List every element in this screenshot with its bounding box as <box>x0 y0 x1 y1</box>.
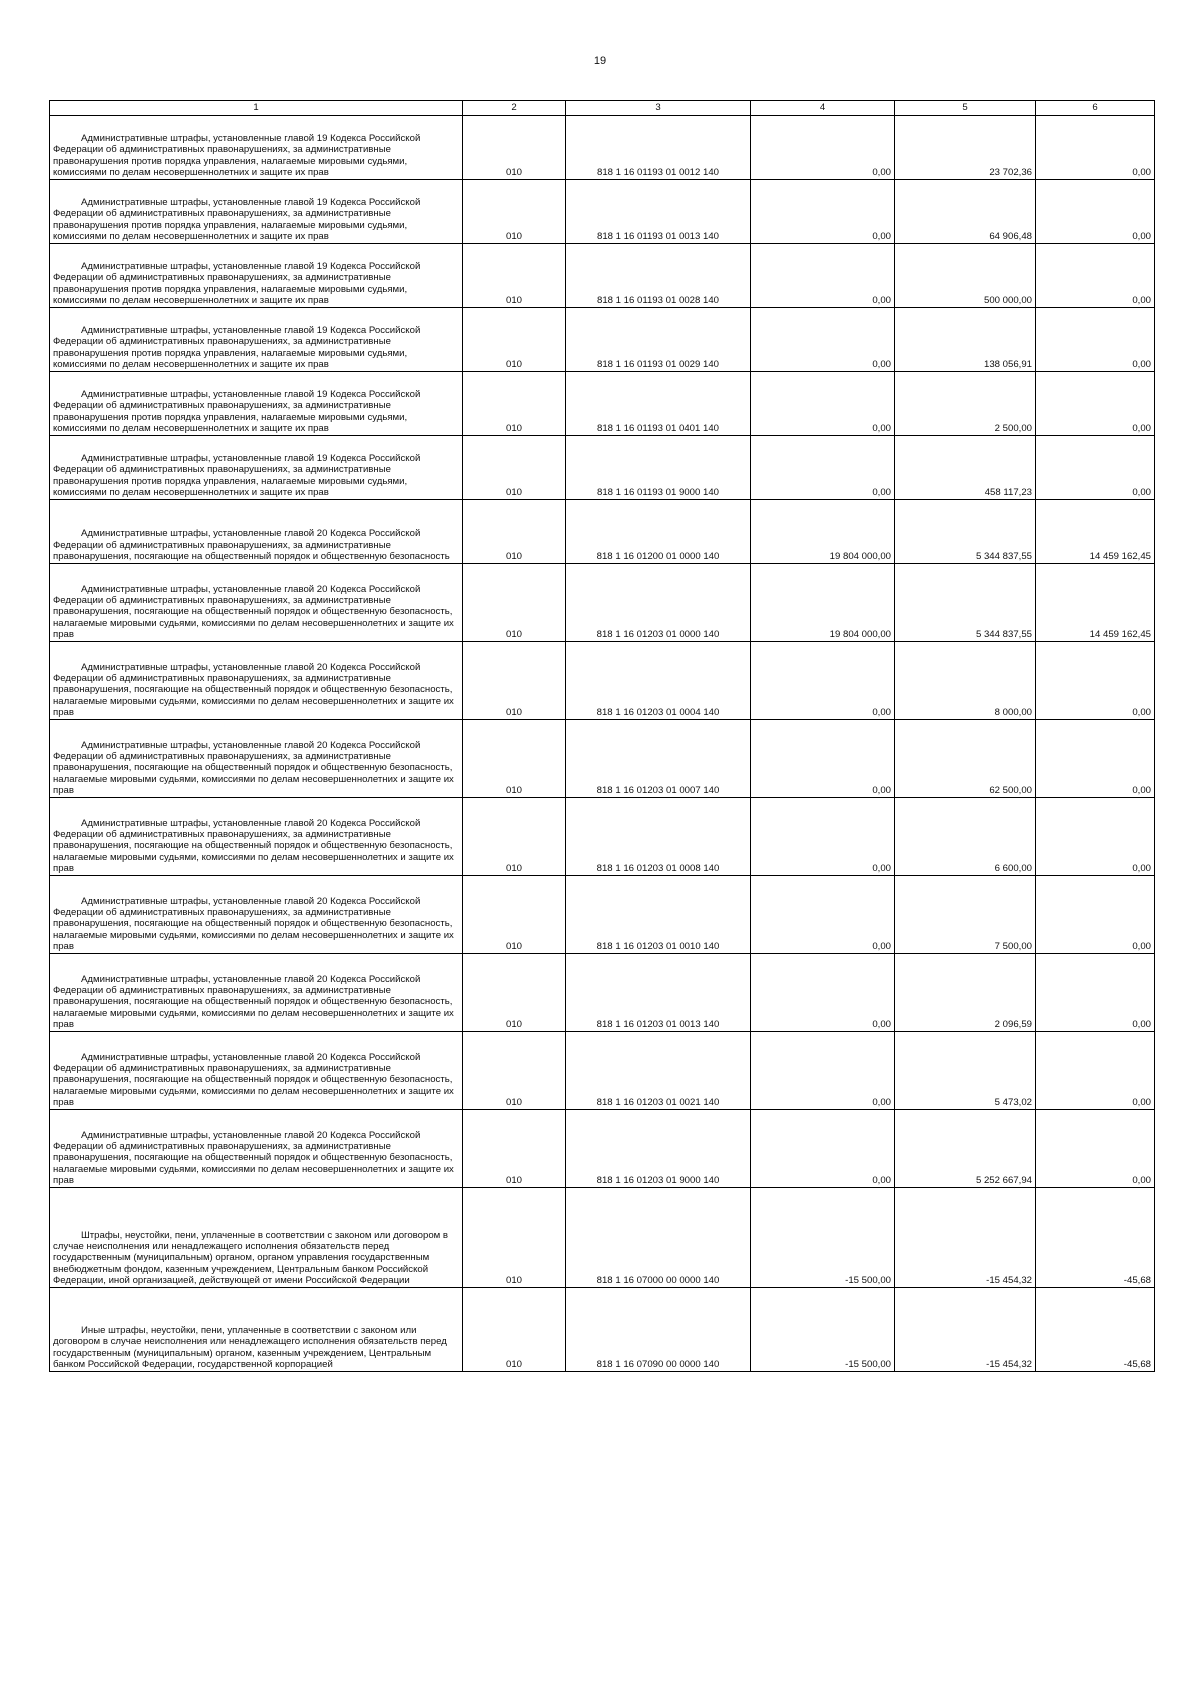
column-number: 6 <box>1036 101 1155 116</box>
table-row <box>50 500 1155 564</box>
row-approved-amount: -15 500,00 <box>751 1288 895 1372</box>
row-line-code: 010 <box>463 500 566 564</box>
row-unexecuted-amount: -45,68 <box>1036 1188 1155 1288</box>
row-line-code: 010 <box>463 1032 566 1110</box>
row-executed-amount: 64 906,48 <box>895 180 1036 244</box>
row-budget-code: 818 1 16 01200 01 0000 140 <box>566 500 751 564</box>
row-executed-amount: 5 473,02 <box>895 1032 1036 1110</box>
table-row <box>50 116 1155 180</box>
row-unexecuted-amount: 0,00 <box>1036 308 1155 372</box>
row-approved-amount: 0,00 <box>751 720 895 798</box>
row-unexecuted-amount: 0,00 <box>1036 1110 1155 1188</box>
table-row <box>50 436 1155 500</box>
row-line-code: 010 <box>463 244 566 308</box>
row-executed-amount: 5 344 837,55 <box>895 500 1036 564</box>
row-executed-amount: 6 600,00 <box>895 798 1036 876</box>
row-executed-amount: 2 500,00 <box>895 372 1036 436</box>
row-budget-code: 818 1 16 01203 01 0008 140 <box>566 798 751 876</box>
row-name: Административные штрафы, установленные главой 19 Кодекса Российской Федерации об административных правонарушениях, за административные правонарушения против порядка управления, налагаемые мировыми судьями, комиссиями по делам несовершеннолетних и защите их прав <box>50 308 463 372</box>
column-number: 1 <box>50 101 463 116</box>
row-name: Административные штрафы, установленные главой 20 Кодекса Российской Федерации об административных правонарушениях, за административные правонарушения, посягающие на общественный порядок и общественную безопасность, налагаемые мировыми судьями, комиссиями по делам несовершеннолетних и защите их прав <box>50 1110 463 1188</box>
row-budget-code: 818 1 16 01203 01 9000 140 <box>566 1110 751 1188</box>
row-name: Административные штрафы, установленные главой 20 Кодекса Российской Федерации об административных правонарушениях, за административные правонарушения, посягающие на общественный порядок и общественную безопасность, налагаемые мировыми судьями, комиссиями по делам несовершеннолетних и защите их прав <box>50 564 463 642</box>
row-name: Административные штрафы, установленные главой 20 Кодекса Российской Федерации об административных правонарушениях, за административные правонарушения, посягающие на общественный порядок и общественную безопасность <box>50 500 463 564</box>
row-line-code: 010 <box>463 954 566 1032</box>
table-row <box>50 1032 1155 1110</box>
table-row <box>50 954 1155 1032</box>
row-executed-amount: -15 454,32 <box>895 1188 1036 1288</box>
row-budget-code: 818 1 16 01203 01 0021 140 <box>566 1032 751 1110</box>
row-approved-amount: 0,00 <box>751 876 895 954</box>
row-approved-amount: 0,00 <box>751 180 895 244</box>
report-table <box>49 100 1155 1372</box>
row-executed-amount: 23 702,36 <box>895 116 1036 180</box>
column-number: 4 <box>751 101 895 116</box>
page-number: 19 <box>593 55 607 67</box>
table-row <box>50 798 1155 876</box>
row-budget-code: 818 1 16 01203 01 0000 140 <box>566 564 751 642</box>
table-row <box>50 180 1155 244</box>
row-line-code: 010 <box>463 372 566 436</box>
row-approved-amount: 0,00 <box>751 116 895 180</box>
row-budget-code: 818 1 16 01193 01 0013 140 <box>566 180 751 244</box>
row-name: Административные штрафы, установленные главой 20 Кодекса Российской Федерации об административных правонарушениях, за административные правонарушения, посягающие на общественный порядок и общественную безопасность, налагаемые мировыми судьями, комиссиями по делам несовершеннолетних и защите их прав <box>50 798 463 876</box>
row-approved-amount: 0,00 <box>751 954 895 1032</box>
row-line-code: 010 <box>463 1188 566 1288</box>
column-number: 2 <box>463 101 566 116</box>
row-unexecuted-amount: -45,68 <box>1036 1288 1155 1372</box>
row-unexecuted-amount: 0,00 <box>1036 436 1155 500</box>
table-row <box>50 1188 1155 1288</box>
row-name: Штрафы, неустойки, пени, уплаченные в соответствии с законом или договором в случае неисполнения или ненадлежащего исполнения обязательств перед государственным (муниципальным) органом, органом управления государственным внебюджетным фондом, казенным учреждением, Центральным банком Российской Федерации, иной организацией, действующей от имени Российской Федерации <box>50 1188 463 1288</box>
row-line-code: 010 <box>463 1288 566 1372</box>
column-number: 3 <box>566 101 751 116</box>
row-budget-code: 818 1 16 07090 00 0000 140 <box>566 1288 751 1372</box>
row-name: Административные штрафы, установленные главой 20 Кодекса Российской Федерации об административных правонарушениях, за административные правонарушения, посягающие на общественный порядок и общественную безопасность, налагаемые мировыми судьями, комиссиями по делам несовершеннолетних и защите их прав <box>50 876 463 954</box>
row-unexecuted-amount: 0,00 <box>1036 954 1155 1032</box>
row-name: Административные штрафы, установленные главой 20 Кодекса Российской Федерации об административных правонарушениях, за административные правонарушения, посягающие на общественный порядок и общественную безопасность, налагаемые мировыми судьями, комиссиями по делам несовершеннолетних и защите их прав <box>50 954 463 1032</box>
row-approved-amount: 19 804 000,00 <box>751 564 895 642</box>
row-unexecuted-amount: 0,00 <box>1036 244 1155 308</box>
row-unexecuted-amount: 0,00 <box>1036 116 1155 180</box>
row-budget-code: 818 1 16 01193 01 0012 140 <box>566 116 751 180</box>
row-executed-amount: 5 344 837,55 <box>895 564 1036 642</box>
row-line-code: 010 <box>463 798 566 876</box>
row-line-code: 010 <box>463 1110 566 1188</box>
row-unexecuted-amount: 0,00 <box>1036 798 1155 876</box>
row-approved-amount: 0,00 <box>751 244 895 308</box>
row-line-code: 010 <box>463 564 566 642</box>
row-name: Административные штрафы, установленные главой 19 Кодекса Российской Федерации об административных правонарушениях, за административные правонарушения против порядка управления, налагаемые мировыми судьями, комиссиями по делам несовершеннолетних и защите их прав <box>50 116 463 180</box>
row-executed-amount: 7 500,00 <box>895 876 1036 954</box>
row-unexecuted-amount: 0,00 <box>1036 720 1155 798</box>
row-name: Административные штрафы, установленные главой 20 Кодекса Российской Федерации об административных правонарушениях, за административные правонарушения, посягающие на общественный порядок и общественную безопасность, налагаемые мировыми судьями, комиссиями по делам несовершеннолетних и защите их прав <box>50 642 463 720</box>
row-budget-code: 818 1 16 01203 01 0010 140 <box>566 876 751 954</box>
table-row <box>50 642 1155 720</box>
table-row <box>50 244 1155 308</box>
row-unexecuted-amount: 0,00 <box>1036 642 1155 720</box>
table-row <box>50 372 1155 436</box>
row-executed-amount: 62 500,00 <box>895 720 1036 798</box>
row-name: Административные штрафы, установленные главой 19 Кодекса Российской Федерации об административных правонарушениях, за административные правонарушения против порядка управления, налагаемые мировыми судьями, комиссиями по делам несовершеннолетних и защите их прав <box>50 436 463 500</box>
table-row <box>50 1288 1155 1372</box>
row-executed-amount: 500 000,00 <box>895 244 1036 308</box>
row-name: Административные штрафы, установленные главой 20 Кодекса Российской Федерации об административных правонарушениях, за административные правонарушения, посягающие на общественный порядок и общественную безопасность, налагаемые мировыми судьями, комиссиями по делам несовершеннолетних и защите их прав <box>50 720 463 798</box>
row-line-code: 010 <box>463 642 566 720</box>
row-budget-code: 818 1 16 01203 01 0013 140 <box>566 954 751 1032</box>
row-approved-amount: 0,00 <box>751 798 895 876</box>
row-approved-amount: -15 500,00 <box>751 1188 895 1288</box>
row-line-code: 010 <box>463 180 566 244</box>
row-name: Административные штрафы, установленные главой 19 Кодекса Российской Федерации об административных правонарушениях, за административные правонарушения против порядка управления, налагаемые мировыми судьями, комиссиями по делам несовершеннолетних и защите их прав <box>50 244 463 308</box>
row-line-code: 010 <box>463 308 566 372</box>
row-budget-code: 818 1 16 07000 00 0000 140 <box>566 1188 751 1288</box>
row-budget-code: 818 1 16 01193 01 0401 140 <box>566 372 751 436</box>
table-row <box>50 308 1155 372</box>
row-executed-amount: 8 000,00 <box>895 642 1036 720</box>
row-line-code: 010 <box>463 436 566 500</box>
table-row <box>50 876 1155 954</box>
column-number: 5 <box>895 101 1036 116</box>
row-executed-amount: 458 117,23 <box>895 436 1036 500</box>
row-name: Административные штрафы, установленные главой 19 Кодекса Российской Федерации об административных правонарушениях, за административные правонарушения против порядка управления, налагаемые мировыми судьями, комиссиями по делам несовершеннолетних и защите их прав <box>50 180 463 244</box>
table-row <box>50 564 1155 642</box>
row-approved-amount: 0,00 <box>751 642 895 720</box>
row-budget-code: 818 1 16 01193 01 9000 140 <box>566 436 751 500</box>
row-line-code: 010 <box>463 720 566 798</box>
row-executed-amount: 2 096,59 <box>895 954 1036 1032</box>
row-unexecuted-amount: 0,00 <box>1036 1032 1155 1110</box>
row-approved-amount: 0,00 <box>751 1110 895 1188</box>
row-executed-amount: 5 252 667,94 <box>895 1110 1036 1188</box>
row-approved-amount: 0,00 <box>751 436 895 500</box>
row-approved-amount: 0,00 <box>751 372 895 436</box>
row-unexecuted-amount: 0,00 <box>1036 372 1155 436</box>
row-budget-code: 818 1 16 01193 01 0029 140 <box>566 308 751 372</box>
row-unexecuted-amount: 0,00 <box>1036 876 1155 954</box>
table-row <box>50 1110 1155 1188</box>
row-approved-amount: 19 804 000,00 <box>751 500 895 564</box>
row-name: Иные штрафы, неустойки, пени, уплаченные в соответствии с законом или договором в случае неисполнения или ненадлежащего исполнения обязательств перед государственным (муниципальным) органом, казенным учреждением, Центральным банком Российской Федерации, государственной корпорацией <box>50 1288 463 1372</box>
table-row <box>50 720 1155 798</box>
row-budget-code: 818 1 16 01203 01 0007 140 <box>566 720 751 798</box>
row-name: Административные штрафы, установленные главой 19 Кодекса Российской Федерации об административных правонарушениях, за административные правонарушения против порядка управления, налагаемые мировыми судьями, комиссиями по делам несовершеннолетних и защите их прав <box>50 372 463 436</box>
row-budget-code: 818 1 16 01193 01 0028 140 <box>566 244 751 308</box>
row-unexecuted-amount: 0,00 <box>1036 180 1155 244</box>
row-approved-amount: 0,00 <box>751 1032 895 1110</box>
column-number-row <box>50 101 1155 116</box>
row-approved-amount: 0,00 <box>751 308 895 372</box>
row-line-code: 010 <box>463 876 566 954</box>
row-executed-amount: 138 056,91 <box>895 308 1036 372</box>
row-line-code: 010 <box>463 116 566 180</box>
row-name: Административные штрафы, установленные главой 20 Кодекса Российской Федерации об административных правонарушениях, за административные правонарушения, посягающие на общественный порядок и общественную безопасность, налагаемые мировыми судьями, комиссиями по делам несовершеннолетних и защите их прав <box>50 1032 463 1110</box>
row-unexecuted-amount: 14 459 162,45 <box>1036 564 1155 642</box>
row-budget-code: 818 1 16 01203 01 0004 140 <box>566 642 751 720</box>
row-executed-amount: -15 454,32 <box>895 1288 1036 1372</box>
row-unexecuted-amount: 14 459 162,45 <box>1036 500 1155 564</box>
